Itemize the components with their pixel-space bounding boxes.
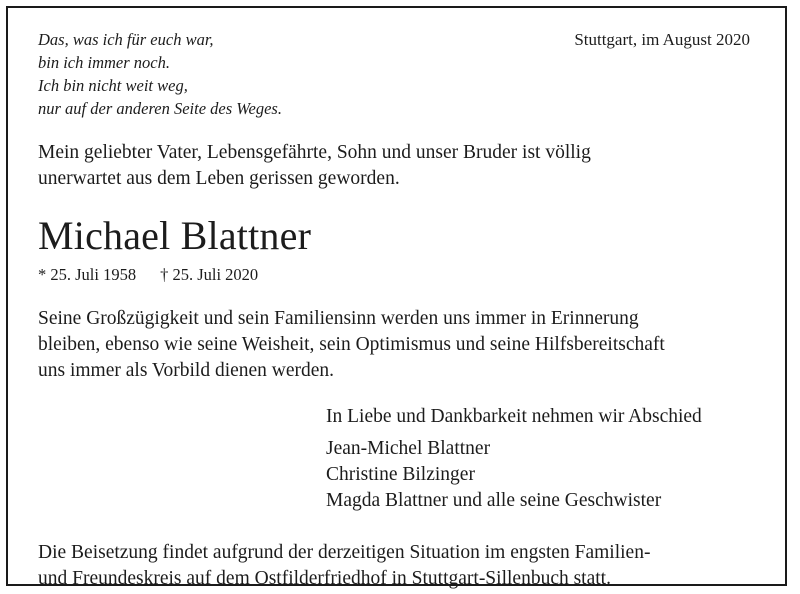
intro-line: Mein geliebter Vater, Lebensgefährte, Sohn und unser Bruder ist völlig: [38, 142, 591, 163]
poem-line: bin ich immer noch.: [38, 53, 170, 72]
poem-line: Ich bin nicht weit weg,: [38, 76, 188, 95]
tribute-line: uns immer als Vorbild dienen werden.: [38, 360, 335, 381]
burial-notice: [38, 540, 650, 592]
burial-line: Die Beisetzung findet aufgrund der derzeitigen Situation im engsten Familien-: [38, 542, 651, 563]
farewell-statement: In Liebe und Dankbarkeit nehmen wir Abschied: [326, 406, 702, 427]
tribute-line: Seine Großzügigkeit und sein Familiensinn werden uns immer in Erinnerung: [38, 308, 639, 329]
birth-date: * 25. Juli 1958: [38, 265, 137, 284]
life-dates: [38, 264, 258, 286]
poem-line: nur auf der anderen Seite des Weges.: [38, 99, 282, 118]
mourners-list: [326, 436, 661, 514]
deceased-name: Michael Blattner: [38, 213, 312, 258]
intro-text: [38, 140, 738, 192]
tribute-text: [38, 306, 665, 384]
intro-line: unerwartet aus dem Leben gerissen geworden.: [38, 168, 400, 189]
place-and-date: Stuttgart, im August 2020: [574, 30, 750, 49]
poem-verse: [38, 28, 282, 120]
tribute-line: bleiben, ebenso wie seine Weisheit, sein Optimismus und seine Hilfsbereitschaft: [38, 334, 665, 355]
mourner-name: Magda Blattner und alle seine Geschwister: [326, 490, 662, 511]
mourner-name: Jean-Michel Blattner: [326, 438, 491, 459]
mourner-name: Christine Bilzinger: [326, 464, 475, 485]
poem-line: Das, was ich für euch war,: [38, 30, 214, 49]
death-date: † 25. Juli 2020: [160, 265, 259, 284]
obituary-notice-frame: [6, 6, 787, 589]
burial-line: und Freundeskreis auf dem Ostfilderfriedhof in Stuttgart-Sillenbuch statt.: [38, 568, 611, 589]
